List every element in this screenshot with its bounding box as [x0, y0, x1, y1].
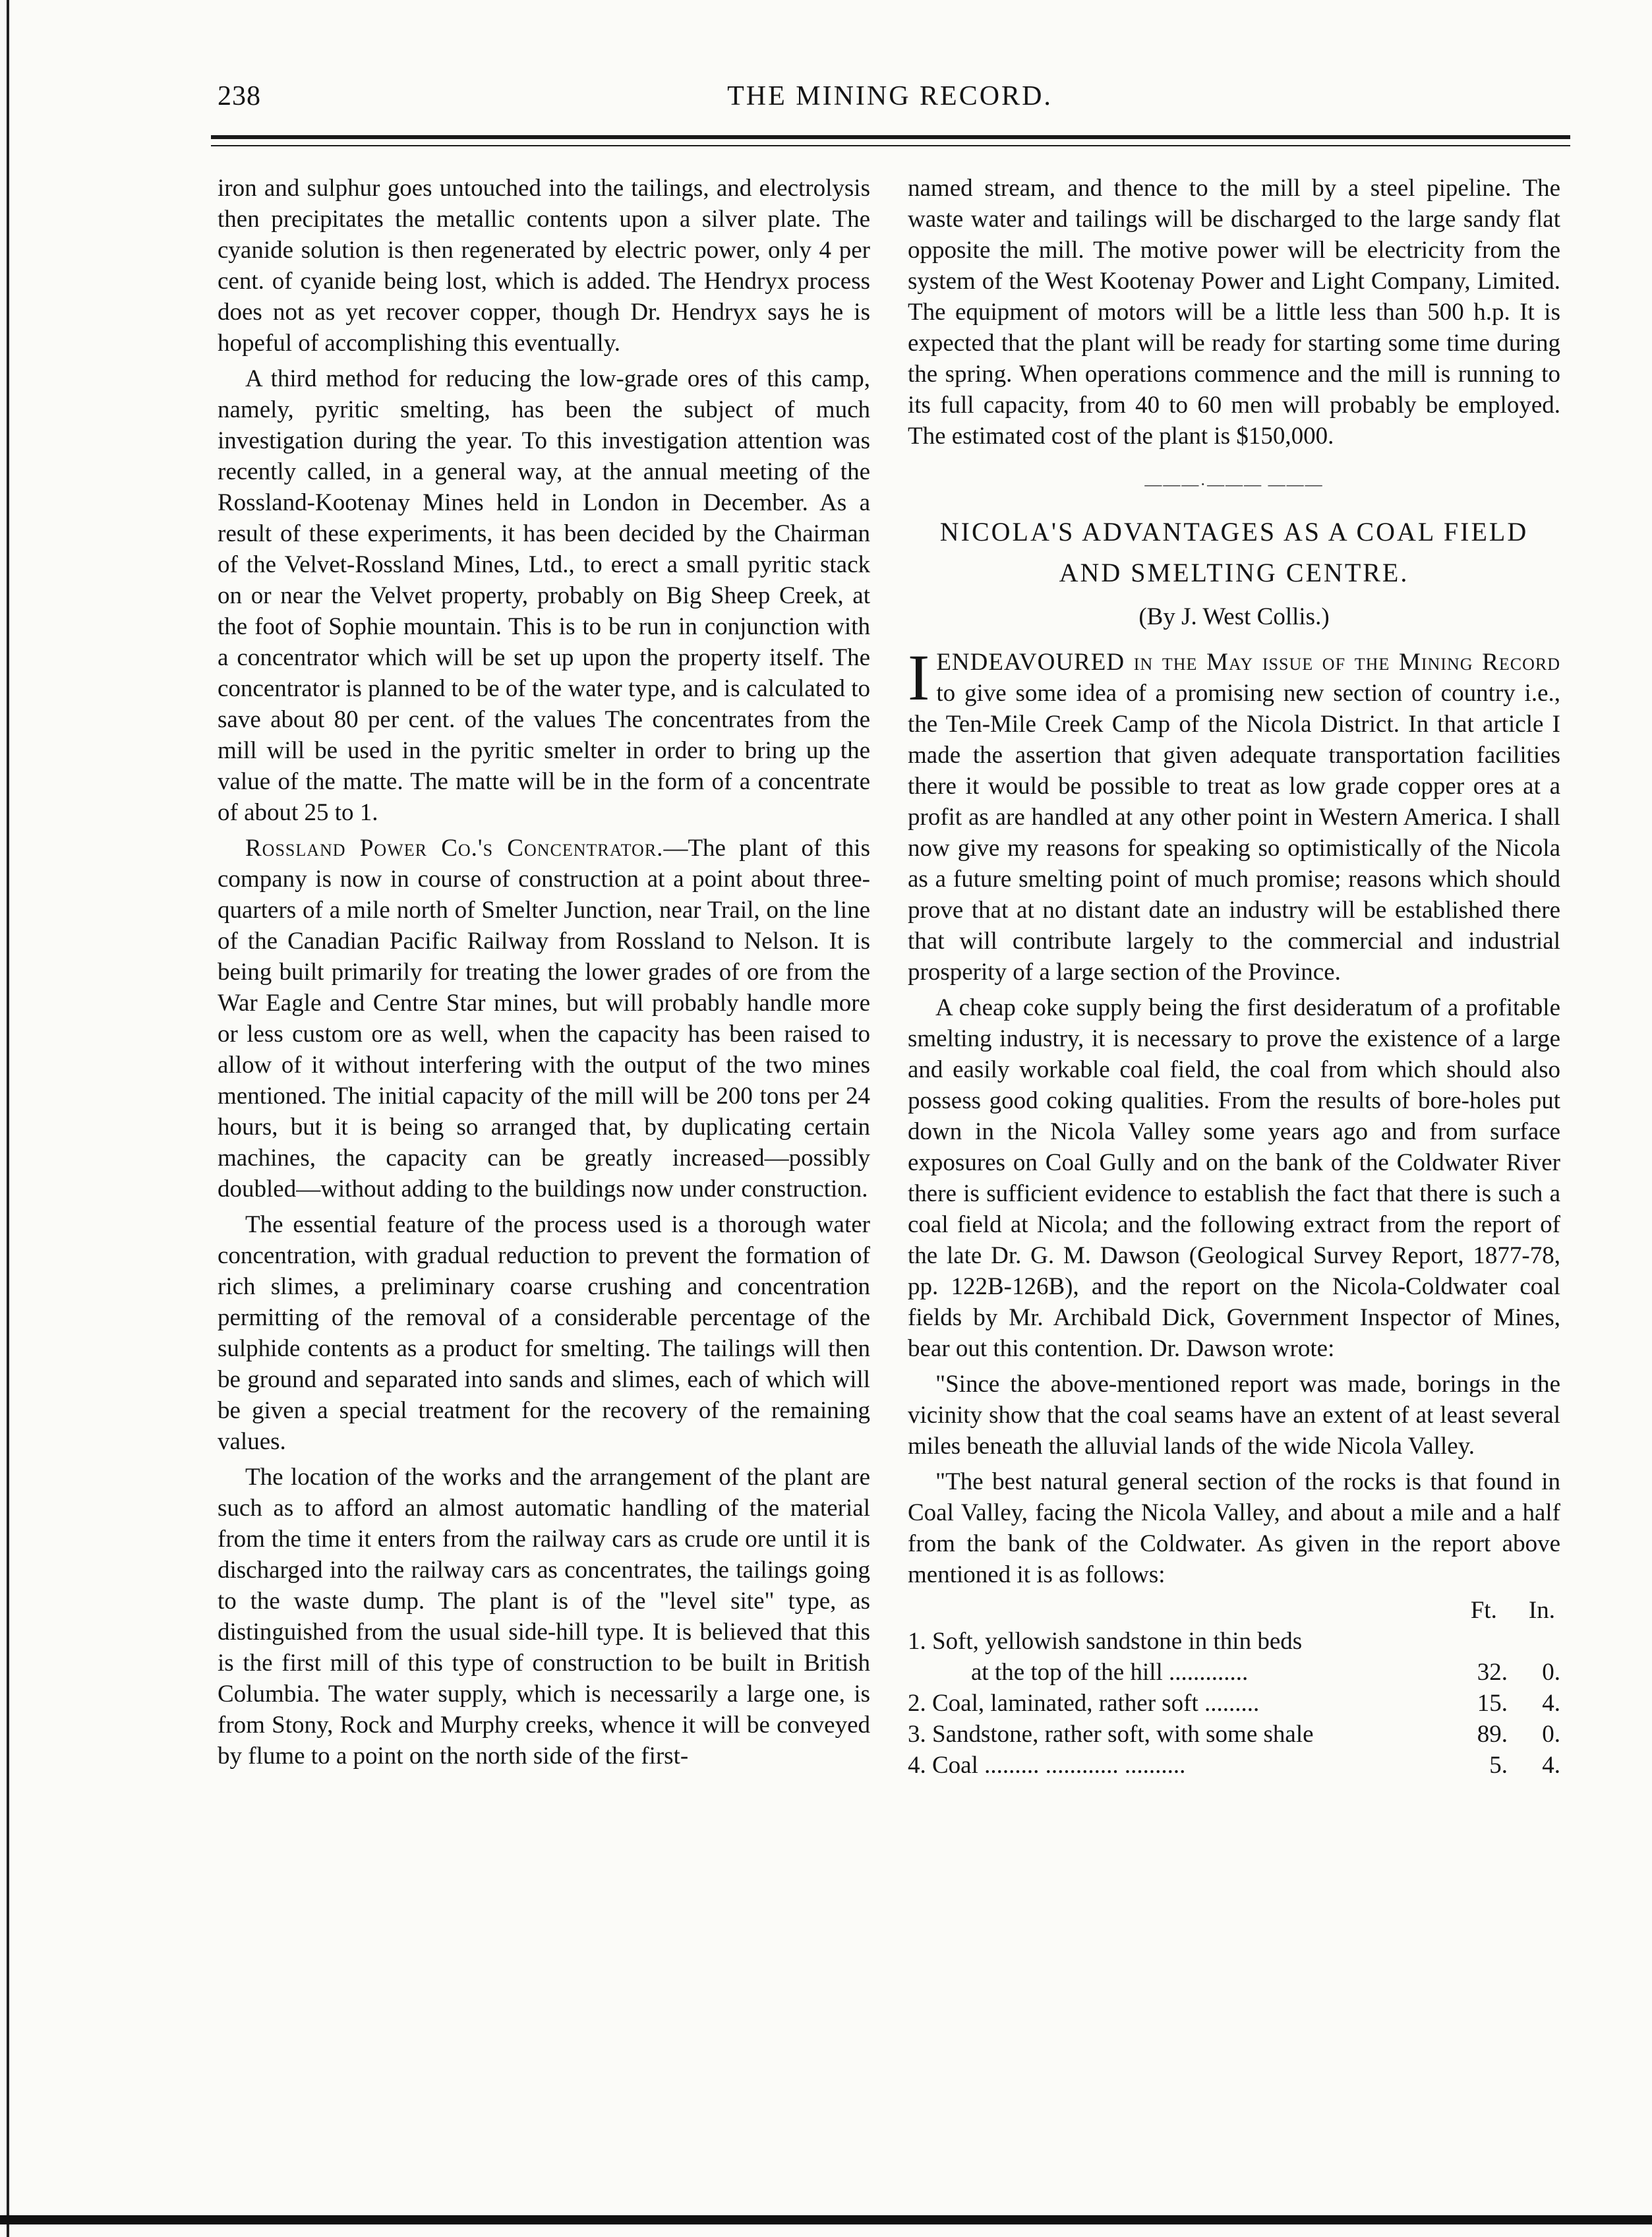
page-number: 238	[218, 81, 261, 111]
section-heading: Rossland Power Co.'s Concentrator.	[245, 835, 664, 862]
row-inches: 0.	[1542, 1659, 1560, 1686]
page-header	[218, 80, 1562, 127]
row-continuation: at the top of the hill .............	[971, 1659, 1249, 1686]
row-feet: 89.	[1477, 1721, 1508, 1748]
row-inches: 0.	[1542, 1721, 1560, 1748]
article-title-line: NICOLA'S ADVANTAGES AS A COAL FIELD	[939, 517, 1529, 547]
running-title: THE MINING RECORD.	[727, 81, 1053, 111]
lead-in: ENDEAVOURED in the May issue of the Mining Record	[936, 649, 1560, 676]
row-description: 2. Coal, laminated, rather soft .........	[908, 1690, 1260, 1717]
bottom-edge-rule	[0, 2215, 1652, 2224]
paragraph: named stream, and thence to the mill by a steel pipeline. The waste water and tailings will be discharged to the large sandy flat opposite the mill. The motive power will be electricity from the system of the West Kootenay Power and Light Company, Limited. The equipment of motors will be a little less than 500 h.p. It is expected that the plant will be ready for starting some time during the spring. When operations commence and the mill is running to its full capacity, from 40 to 60 men will probably be employed. The estimated cost of the plant is $150,000.	[908, 175, 1560, 450]
paragraph: The essential feature of the process used is a thorough water concentration, with gradual reduction to prevent the formation of rich slimes, a preliminary coarse crushing and concentration permitting of the removal of a considerable percentage of the sulphide contents as a product for smelting. The tailings will then be ground and separated into sands and slimes, each of which will be given a special treatment for the recovery of the remaining values.	[218, 1211, 870, 1455]
row-description: 3. Sandstone, rather soft, with some shale	[908, 1721, 1314, 1748]
strata-header	[908, 1595, 1560, 1626]
row-inches: 4.	[1542, 1690, 1560, 1717]
column-header-ft: Ft.	[1470, 1597, 1497, 1624]
paragraph-text: —The plant of this company is now in course of construction at a point about three-quarters of a mile north of Smelter Junction, near Trail, on the line of the Canadian Pacific Railway from Rossland to Nelson. It is being built primarily for treating the lower grades of ore from the War Eagle and Centre Star mines, but will probably handle more or less custom ore as well, when the capacity has been raised to allow of it without interfering with the output of the two mines mentioned. The initial capacity of the mill will be 200 tons per 24 hours, but it is being so arranged that, by duplicating certain machines, the capacity can be greatly increased—possibly doubled—without adding to the buildings now under construction.	[218, 835, 870, 1203]
article-title	[908, 512, 1560, 593]
table-row	[908, 1719, 1560, 1750]
table-row	[908, 1750, 1560, 1781]
row-feet: 5.	[1489, 1752, 1508, 1779]
article-byline: (By J. West Collis.)	[1138, 603, 1330, 630]
drop-cap: I	[908, 641, 930, 714]
row-inches: 4.	[1542, 1752, 1560, 1779]
article-title-line: AND SMELTING CENTRE.	[1059, 558, 1409, 587]
paragraph: A third method for reducing the low-grade ores of this camp, namely, pyritic smelting, has been the subject of much investigation during the year. To this investigation attention was recently called, in a general way, at the annual meeting of the Rossland-Kootenay Mines held in London in December. As a result of these experiments, it has been decided by the Chairman of the Velvet-Rossland Mines, Ltd., to erect a small pyritic stack on or near the Velvet property, probably on Big Sheep Creek, at the foot of Sophie mountain. This is to be run in conjunction with a concentrator which will be set up upon the property itself. The concentrator is planned to be of the water type, and is calculated to save about 80 per cent. of the values The concentrates from the mill will be used in the pyritic smelter in order to bring up the value of the matte. The matte will be in the form of a concentrate of about 25 to 1.	[218, 365, 870, 826]
paragraph: The location of the works and the arrangement of the plant are such as to afford an almost automatic handling of the material from the time it enters from the railway cars as crude ore until it is discharged into the railway cars as concentrates, the tailings going to the waste dump. The plant is of the "level site" type, as distinguished from the usual side-hill type. It is believed that this is the first mill of this type of construction to be built in British Columbia. The water supply, which is necessarily a large one, is from Stony, Rock and Murphy creeks, whence it will be conveyed by flume to a point on the north side of the first-	[218, 1464, 870, 1770]
row-feet: 15.	[1477, 1690, 1508, 1717]
left-column	[218, 173, 870, 1776]
paragraph	[218, 833, 870, 1205]
row-feet: 32.	[1477, 1659, 1508, 1686]
paragraph: "Since the above-mentioned report was made, borings in the vicinity show that the coal seams have an extent of at least several miles beneath the alluvial lands of the wide Nicola Valley.	[908, 1371, 1560, 1460]
table-row	[908, 1626, 1560, 1688]
row-description: 4. Coal ......... ............ ..........	[908, 1752, 1186, 1779]
header-rule-thick	[211, 135, 1570, 139]
binding-edge	[7, 0, 9, 2237]
column-header-in: In.	[1528, 1597, 1555, 1624]
strata-table	[908, 1595, 1560, 1781]
row-description: 1. Soft, yellowish sandstone in thin beds	[908, 1628, 1303, 1655]
article-divider: ———·——— ———	[1144, 475, 1324, 494]
paragraph: iron and sulphur goes untouched into the tailings, and electrolysis then precipitates the metallic contents upon a silver plate. The cyanide solution is then regenerated by electric power, only 4 per cent. of cyanide being lost, which is added. The Hendryx process does not as yet recover copper, though Dr. Hendryx says he is hopeful of accomplishing this eventually.	[218, 175, 870, 357]
header-rule-thin	[211, 145, 1570, 146]
paragraph	[908, 641, 1560, 988]
right-column	[908, 173, 1560, 1781]
paragraph-text: to give some idea of a promising new section of country i.e., the Ten-Mile Creek Camp of the Nicola District. In that article I made the assertion that given adequate transportation facilities there it would be possible to treat as low grade copper ores at a profit as are handled at any other point in Western America. I shall now give my reasons for speaking so optimistically of the Nicola as a future smelting point of much promise; reasons which should prove that at no distant date an industry will be established there that will contribute largely to the commercial and industrial prosperity of a large section of the Province.	[908, 680, 1560, 986]
table-row	[908, 1688, 1560, 1719]
paragraph: "The best natural general section of the rocks is that found in Coal Valley, facing the Nicola Valley, and about a mile and a half from the bank of the Coldwater. As given in the report above mentioned it is as follows:	[908, 1468, 1560, 1588]
paragraph: A cheap coke supply being the first desideratum of a profitable smelting industry, it is necessary to prove the existence of a large and easily workable coal field, the coal from which should also possess good coking qualities. From the results of bore-holes put down in the Nicola Valley some years ago and from surface exposures on Coal Gully and on the bank of the Coldwater River there is sufficient evidence to establish the fact that there is such a coal field at Nicola; and the following extract from the report of the late Dr. G. M. Dawson (Geological Survey Report, 1877-78, pp. 122B-126B), and the report on the Nicola-Coldwater coal fields by Mr. Archibald Dick, Government Inspector of Mines, bear out this contention. Dr. Dawson wrote:	[908, 994, 1560, 1362]
